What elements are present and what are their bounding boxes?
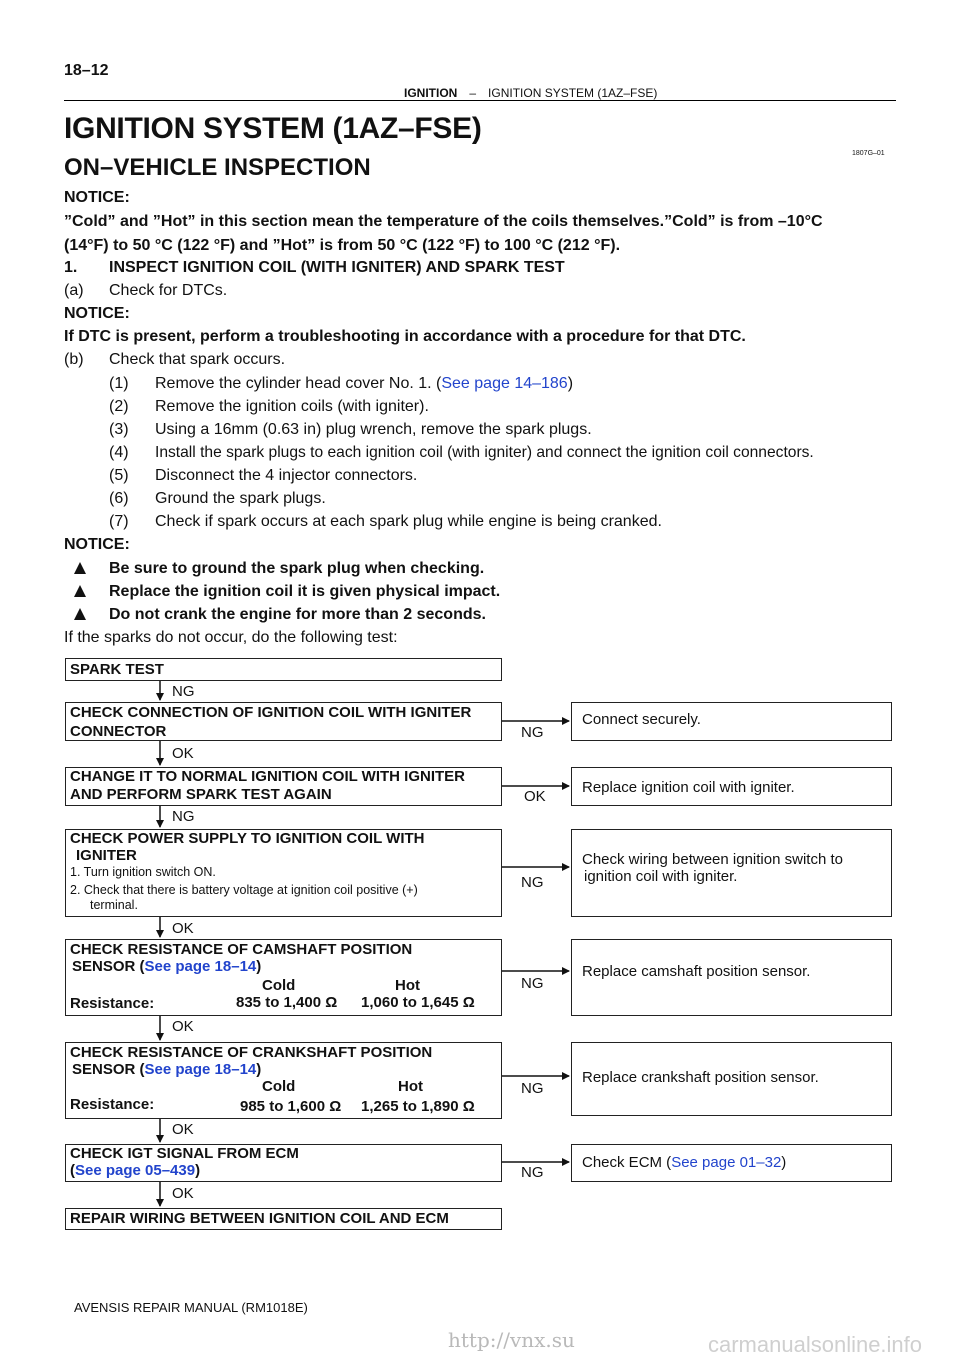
flow-label-down: NG: [172, 683, 195, 700]
substep-text-tail: ): [567, 375, 574, 392]
substep-text: Using a 16mm (0.63 in) plug wrench, remove the spark plugs.: [155, 421, 592, 438]
crankshaft-cold-label: Cold: [262, 1078, 296, 1095]
flow-label-down: OK: [172, 745, 194, 762]
substep-number: (6): [109, 490, 129, 507]
result-camshaft-text: Replace camshaft position sensor.: [582, 963, 811, 980]
substep-text-main: Remove the cylinder head cover No. 1. (: [155, 375, 442, 392]
flow-label-down: OK: [172, 1018, 194, 1035]
step-b-label: (b): [64, 351, 84, 368]
spark-test-label: SPARK TEST: [70, 661, 164, 678]
notice-bullet-text: Replace the ignition coil it is given physical impact.: [109, 583, 501, 600]
change-coil-line2: AND PERFORM SPARK TEST AGAIN: [70, 786, 332, 803]
flow-label-side: NG: [521, 724, 544, 741]
crankshaft-cold-value: 985 to 1,600 Ω: [240, 1098, 342, 1115]
power-supply-step1: 1. Turn ignition switch ON.: [70, 865, 216, 879]
watermark-site: carmanualsonline.info: [708, 1332, 923, 1357]
camshaft-hot-value: 1,060 to 1,645 Ω: [361, 994, 475, 1011]
igt-signal-line1: CHECK IGT SIGNAL FROM ECM: [70, 1145, 299, 1162]
header-subsection: IGNITION SYSTEM (1AZ–FSE): [488, 86, 658, 100]
notice-bullet-text: Do not crank the engine for more than 2 seconds.: [109, 606, 486, 623]
flow-label-side: NG: [521, 1164, 544, 1181]
cross-reference-link[interactable]: See page 14–186: [441, 375, 568, 392]
substep-text: Check if spark occurs at each spark plug while engine is being cranked.: [155, 513, 662, 530]
camshaft-cold-label: Cold: [262, 977, 296, 994]
crankshaft-line1: CHECK RESISTANCE OF CRANKSHAFT POSITION: [70, 1044, 433, 1061]
crankshaft-page-link[interactable]: See page 18–14: [144, 1061, 257, 1078]
header-separator: –: [469, 86, 477, 100]
watermark-link[interactable]: http://vnx.su: [448, 1328, 575, 1352]
notice-text-2: If DTC is present, perform a troubleshooting in accordance with a procedure for that DTC.: [64, 328, 746, 345]
flow-label-down: OK: [172, 1185, 194, 1202]
camshaft-resistance-label: Resistance:: [70, 995, 155, 1012]
result-ecm-tail: ): [781, 1154, 787, 1171]
substep-number: (7): [109, 513, 129, 530]
flow-label-down: OK: [172, 1121, 194, 1138]
step-a-text: Check for DTCs.: [109, 282, 228, 299]
substep-text: Remove the ignition coils (with igniter).: [155, 398, 429, 415]
substep-text: Disconnect the 4 injector connectors.: [155, 467, 418, 484]
repair-wiring-label: REPAIR WIRING BETWEEN IGNITION COIL AND ECM: [70, 1210, 449, 1227]
power-supply-line1: CHECK POWER SUPPLY TO IGNITION COIL WITH: [70, 830, 425, 847]
camshaft-line2: [72, 958, 261, 976]
result-check-wiring-line1: Check wiring between ignition switch to: [582, 851, 843, 868]
notice-text-1a: ”Cold” and ”Hot” in this section mean the temperature of the coils themselves.”Cold” is from –10°C: [64, 213, 823, 230]
notice-text-1b: (14°F) to 50 °C (122 °F) and ”Hot” is from 50 °C (122 °F) to 100 °C (212 °F).: [64, 237, 621, 254]
result-crankshaft-text: Replace crankshaft position sensor.: [582, 1069, 819, 1086]
substep-number: (5): [109, 467, 129, 484]
change-coil-line1: CHANGE IT TO NORMAL IGNITION COIL WITH IGNITER: [70, 768, 465, 785]
flow-label-side: NG: [521, 975, 544, 992]
flow-label-side: OK: [524, 788, 546, 805]
substep-text: Ground the spark plugs.: [155, 490, 326, 507]
result-ecm-main: Check ECM (: [582, 1154, 672, 1171]
substep-number: (1): [109, 375, 129, 392]
igt-signal-tail: ): [195, 1162, 201, 1179]
camshaft-page-link[interactable]: See page 18–14: [144, 958, 257, 975]
substep-number: (2): [109, 398, 129, 415]
ecm-page-link[interactable]: See page 01–32: [671, 1154, 782, 1171]
step-b-text: Check that spark occurs.: [109, 351, 286, 368]
crankshaft-hot-label: Hot: [398, 1078, 423, 1095]
result-connect-text: Connect securely.: [582, 711, 701, 728]
result-replace-coil-text: Replace ignition coil with igniter.: [582, 779, 795, 796]
step-title: INSPECT IGNITION COIL (WITH IGNITER) AND SPARK TEST: [109, 259, 565, 276]
flow-label-down: NG: [172, 808, 195, 825]
crankshaft-line2-text: SENSOR (: [72, 1061, 145, 1078]
crankshaft-line2: [72, 1061, 261, 1079]
notice-label-3: NOTICE:: [64, 536, 130, 553]
power-supply-line2: IGNITER: [76, 847, 137, 864]
camshaft-line2-text: SENSOR (: [72, 958, 145, 975]
camshaft-hot-label: Hot: [395, 977, 420, 994]
doc-code: 1807G–01: [852, 150, 885, 157]
flow-label-side: NG: [521, 1080, 544, 1097]
section-title: ON–VEHICLE INSPECTION: [64, 154, 371, 181]
flow-label-side: NG: [521, 874, 544, 891]
page-number: 18–12: [64, 62, 109, 79]
header-section: IGNITION: [404, 86, 458, 100]
power-supply-step2: 2. Check that there is battery voltage at ignition coil positive (+): [70, 883, 418, 897]
notice-bullet-text: Be sure to ground the spark plug when checking.: [109, 560, 485, 577]
notice-label-2: NOTICE:: [64, 305, 130, 322]
check-connection-line2: CONNECTOR: [70, 723, 167, 740]
substep-number: (3): [109, 421, 129, 438]
check-connection-line1: CHECK CONNECTION OF IGNITION COIL WITH IGNITER: [70, 704, 472, 721]
crankshaft-resistance-label: Resistance:: [70, 1096, 155, 1113]
page-title: IGNITION SYSTEM (1AZ–FSE): [64, 112, 482, 145]
footer-manual-id: AVENSIS REPAIR MANUAL (RM1018E): [74, 1300, 308, 1315]
camshaft-cold-value: 835 to 1,400 Ω: [236, 994, 338, 1011]
camshaft-line1: CHECK RESISTANCE OF CAMSHAFT POSITION: [70, 941, 413, 958]
crankshaft-line2-tail: ): [256, 1061, 262, 1078]
flow-intro: If the sparks do not occur, do the following test:: [64, 629, 398, 646]
result-check-wiring-line2: ignition coil with igniter.: [584, 868, 738, 885]
substep-text: Install the spark plugs to each ignition coil (with igniter) and connect the ignition coil connectors.: [155, 444, 814, 461]
igt-page-link[interactable]: See page 05–439: [75, 1162, 196, 1179]
flow-label-down: OK: [172, 920, 194, 937]
crankshaft-hot-value: 1,265 to 1,890 Ω: [361, 1098, 475, 1115]
igt-signal-line2: [70, 1162, 200, 1180]
power-supply-step2b: terminal.: [90, 898, 138, 912]
notice-label-1: NOTICE:: [64, 189, 130, 206]
substep-number: (4): [109, 444, 129, 461]
camshaft-line2-tail: ): [256, 958, 262, 975]
step-number: 1.: [64, 259, 78, 276]
igt-signal-open: (: [70, 1162, 75, 1179]
result-ecm-text: [582, 1154, 786, 1171]
step-a-label: (a): [64, 282, 84, 299]
